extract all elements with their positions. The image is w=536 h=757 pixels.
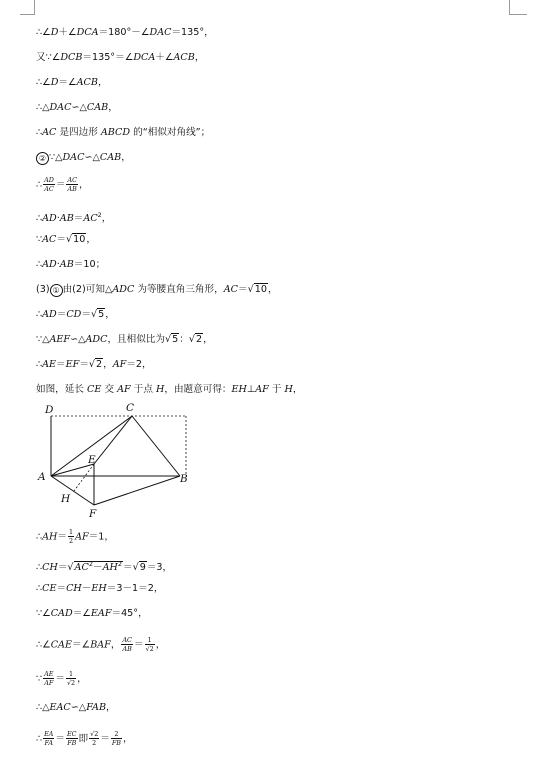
line-3: ∴∠D＝∠ACB， xyxy=(36,77,108,88)
circled-2: ② xyxy=(36,152,49,165)
line-19: ∵∠CAD＝∠EAF＝45°， xyxy=(36,608,148,619)
geometry-figure xyxy=(34,400,194,518)
label-F: F xyxy=(89,508,97,518)
label-H: H xyxy=(61,493,71,505)
line-23: ∴ $\frac{EA}{FA}$ ＝ $\frac{EC}{FB}$ 即 $\frac{√2}{2}$ ＝ $\frac{2}{FB}$ ， xyxy=(36,730,133,747)
label-C: C xyxy=(126,402,135,414)
line-13: ∵△AEF∽△ADC，且相似比为√5：√2， xyxy=(36,334,213,345)
label-D: D xyxy=(45,404,54,416)
line-4: ∴△DAC∽△CAB， xyxy=(36,102,118,113)
label-A: A xyxy=(38,471,46,483)
segment-AF xyxy=(51,476,94,505)
line-6: ② ∵△DAC∽△CAB， xyxy=(36,151,131,165)
segment-CB xyxy=(132,416,180,476)
line-16: ∴AH＝ $\frac{1}{2}$ AF＝1， xyxy=(36,528,114,545)
line-9: ∵AC＝√10， xyxy=(36,234,96,245)
label-B: B xyxy=(180,473,188,485)
line-18: ∴CE＝CH－EH＝3－1＝2， xyxy=(36,583,164,594)
segment-FB xyxy=(94,476,180,505)
line-14: ∴AE＝EF＝√2，AF＝2， xyxy=(36,359,152,370)
line-17: $\therefore CH=√AC^2-AH^2=√9=3$， xyxy=(36,560,173,573)
line-8: $\therefore AD\cdot AB=AC^2$， xyxy=(36,211,112,224)
line-5: ∴AC 是四边形 ABCD 的“相似对角线”； xyxy=(36,127,211,138)
dashed-EH xyxy=(74,464,94,491)
line-7: ∴ $\frac{AD}{AC}$ ＝ $\frac{AC}{AB}$ ， xyxy=(36,176,89,193)
line-1: ∴∠D＋∠DCA＝180°－∠DAC＝135°， xyxy=(36,27,214,38)
crop-mark-right-v xyxy=(509,0,510,14)
segment-AC xyxy=(51,416,132,476)
line-22: ∴△EAC∽△FAB， xyxy=(36,702,116,713)
crop-mark-left-v xyxy=(34,0,35,14)
line-11: (3) ① 由(2)可知△ADC 为等腰直角三角形，AC＝√10， xyxy=(36,284,278,295)
line-12: ∴AD＝CD＝√5， xyxy=(36,309,115,320)
line-2: 又∵∠DCB＝135°＝∠DCA＋∠ACB， xyxy=(36,52,205,63)
crop-mark-right-h xyxy=(509,14,527,15)
line-20: ∴∠CAE＝∠BAF， $\frac{AC}{AB}$ ＝ $\frac{1}{√2}$ ， xyxy=(36,636,166,653)
line-21: ∵ $\frac{AE}{AF}$ ＝ $\frac{1}{√2}$ ， xyxy=(36,670,87,687)
line-10: ∴AD·AB＝10； xyxy=(36,259,106,270)
crop-mark-left-h xyxy=(20,14,35,15)
line-15: 如图，延长 CE 交 AF 于点 H，由题意可得：EH⊥AF 于 H， xyxy=(36,384,303,395)
circled-1: ① xyxy=(50,284,63,297)
label-E: E xyxy=(88,454,96,466)
